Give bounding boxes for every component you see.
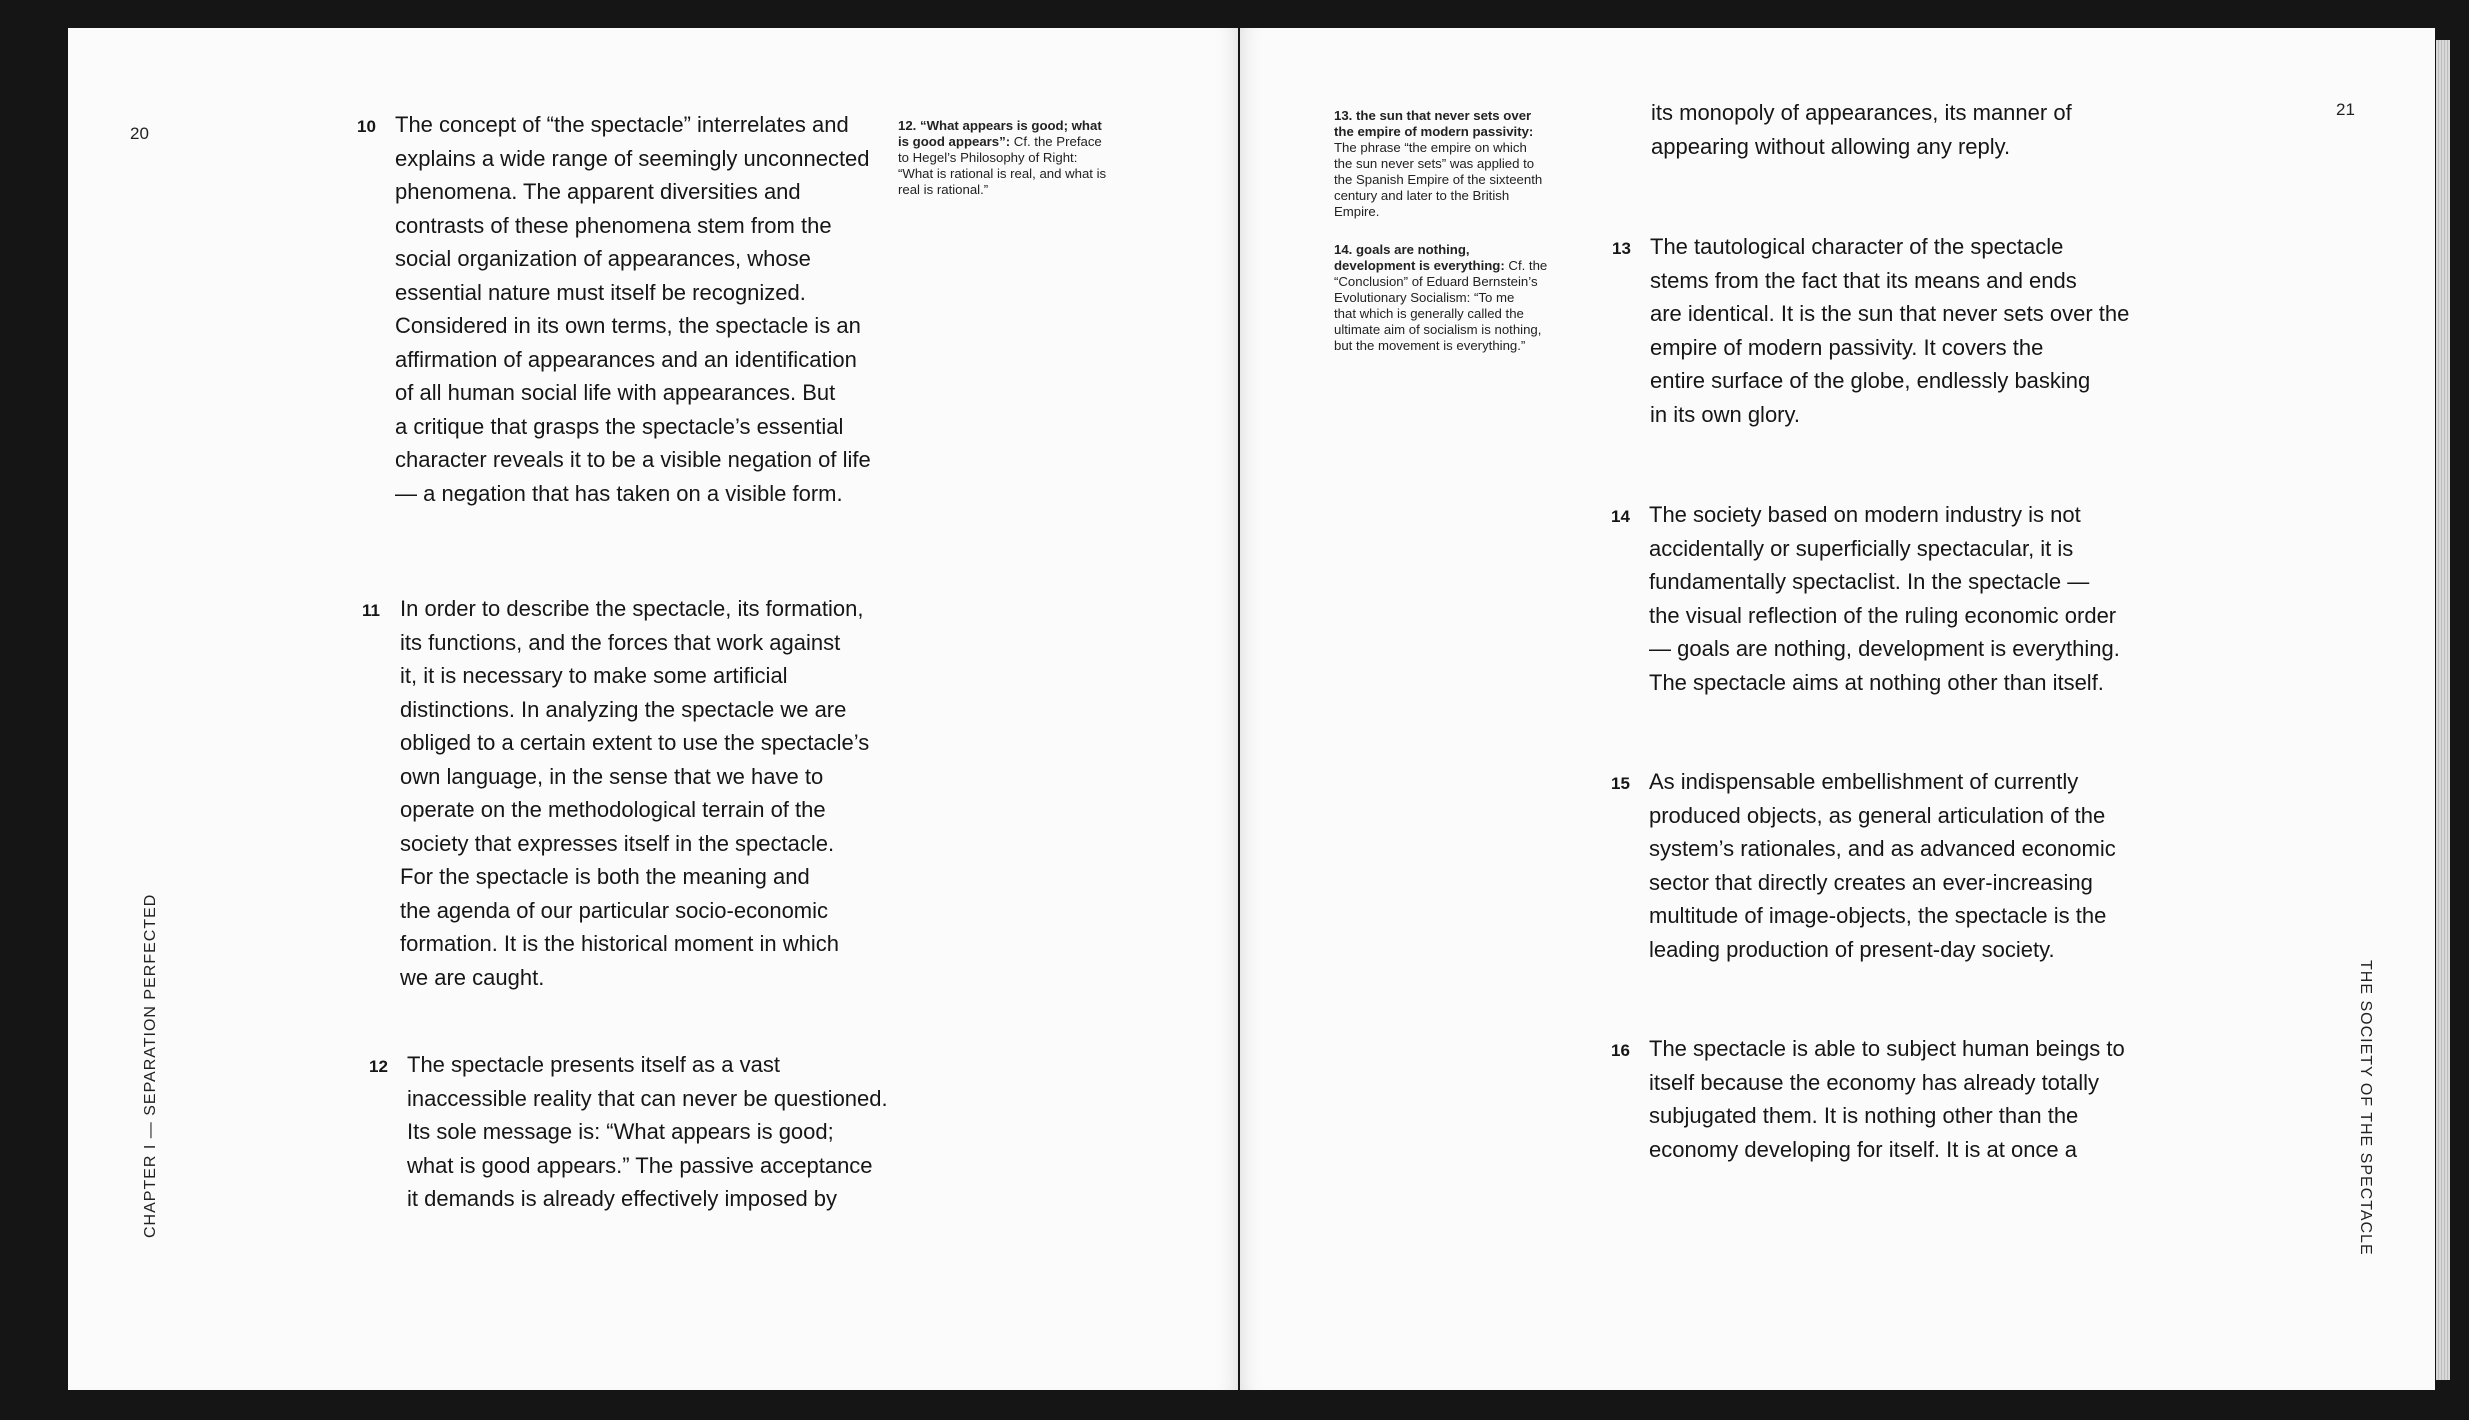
right-page xyxy=(1240,28,2435,1390)
page-edge xyxy=(2436,40,2450,1380)
text-line: distinctions. In analyzing the spectacle we are xyxy=(400,696,847,722)
text-line: formation. It is the historical moment in which xyxy=(400,931,839,956)
note-text: Evolutionary Socialism: “To me xyxy=(1334,290,1515,305)
note-text: that which is generally called the xyxy=(1334,306,1524,321)
note-heading: 12. “What appears is good; what xyxy=(898,118,1102,133)
text-line: what is good appears.” The passive acceptance xyxy=(407,1152,873,1178)
text-line: social organization of appearances, whose xyxy=(395,246,811,271)
text-line: a critique that grasps the spectacle’s essential xyxy=(395,413,844,439)
text-line: it, it is necessary to make some artificial xyxy=(400,663,788,688)
note-text: Empire. xyxy=(1334,204,1380,219)
text-line: of all human social life with appearances. But xyxy=(395,380,836,405)
text-line: Its sole message is: “What appears is good; xyxy=(407,1119,834,1144)
note-text: real is rational.” xyxy=(898,182,989,197)
text-line: character reveals it to be a visible negation of life xyxy=(395,447,871,472)
note-text: century and later to the British xyxy=(1334,188,1510,203)
text-line: its functions, and the forces that work against xyxy=(400,629,841,655)
text-line: The tautological character of the spectacle xyxy=(1650,234,2064,259)
paragraph-16 xyxy=(1611,1032,2125,1166)
text-line: — goals are nothing, development is everything. xyxy=(1649,636,2120,661)
text-line: The concept of “the spectacle” interrelates and xyxy=(395,112,849,137)
text-line: In order to describe the spectacle, its formation, xyxy=(400,596,864,621)
text-line: Considered in its own terms, the spectacle is an xyxy=(395,313,861,338)
note-text: “What is rational is real, and what is xyxy=(898,166,1107,181)
paragraph-12 xyxy=(369,1048,888,1216)
text-line: it demands is already effectively imposed by xyxy=(407,1186,838,1211)
text-line: in its own glory. xyxy=(1650,401,1800,427)
running-head-right: THE SOCIETY OF THE SPECTACLE xyxy=(2357,960,2374,1256)
paragraph-13 xyxy=(1612,230,2130,431)
note-heading: 14. goals are nothing, xyxy=(1334,242,1470,257)
text-line: inaccessible reality that can never be questioned. xyxy=(407,1085,888,1111)
folio-left: 20 xyxy=(130,124,149,143)
note-text: but the movement is everything.” xyxy=(1334,338,1526,353)
text-line: its monopoly of appearances, its manner of xyxy=(1651,100,2072,125)
text-line: The spectacle presents itself as a vast xyxy=(407,1052,780,1077)
text-line: empire of modern passivity. It covers the xyxy=(1650,334,2044,360)
text-line: multitude of image-objects, the spectacle is the xyxy=(1649,903,2107,928)
paragraph-continued xyxy=(1651,96,2072,163)
note-heading: is good appears”: xyxy=(898,134,1011,149)
text-line: economy developing for itself. It is at once a xyxy=(1649,1136,2078,1162)
text-line: As indispensable embellishment of currently xyxy=(1649,769,2079,794)
note-text: the Spanish Empire of the sixteenth xyxy=(1334,172,1543,187)
paragraph-number: 10 xyxy=(357,117,376,136)
note-text: Cf. the Preface xyxy=(1010,134,1102,149)
text-line: itself because the economy has already totally xyxy=(1649,1069,2100,1095)
text-line: appearing without allowing any reply. xyxy=(1651,133,2011,159)
text-line: produced objects, as general articulation of the xyxy=(1649,802,2106,828)
note-text: Cf. the xyxy=(1504,258,1548,273)
text-line: entire surface of the globe, endlessly basking xyxy=(1650,368,2091,393)
footnote-14 xyxy=(1334,242,1604,354)
paragraph-number: 15 xyxy=(1611,774,1630,793)
folio-right: 21 xyxy=(2336,100,2355,119)
text-line: sector that directly creates an ever-increasing xyxy=(1649,869,2093,895)
text-line: The society based on modern industry is not xyxy=(1649,502,2081,527)
text-line: essential nature must itself be recognized. xyxy=(395,279,806,305)
text-line: fundamentally spectaclist. In the spectacle — xyxy=(1649,569,2090,594)
text-line: the visual reflection of the ruling economic order xyxy=(1649,602,2117,628)
note-text: the sun never sets” was applied to xyxy=(1334,156,1535,171)
text-line: own language, in the sense that we have to xyxy=(400,763,824,789)
text-line: explains a wide range of seemingly unconnected xyxy=(395,145,870,171)
footnote-12 xyxy=(898,118,1208,198)
left-page xyxy=(68,28,1238,1390)
text-line: accidentally or superficially spectacular, it is xyxy=(1649,535,2074,561)
text-line: subjugated them. It is nothing other than the xyxy=(1649,1103,2079,1128)
note-heading: development is everything: xyxy=(1334,258,1505,273)
paragraph-14 xyxy=(1611,498,2120,699)
note-text: “Conclusion” of Eduard Bernstein’s xyxy=(1334,274,1538,289)
paragraph-15 xyxy=(1611,765,2116,966)
paragraph-10 xyxy=(357,108,871,510)
text-line: For the spectacle is both the meaning and xyxy=(400,864,810,889)
text-line: The spectacle aims at nothing other than itself. xyxy=(1649,669,2104,695)
running-head-left: CHAPTER I — SEPARATION PERFECTED xyxy=(142,893,159,1238)
text-line: are identical. It is the sun that never sets over the xyxy=(1650,301,2130,326)
paragraph-number: 13 xyxy=(1612,239,1631,258)
text-line: phenomena. The apparent diversities and xyxy=(395,179,801,204)
text-line: — a negation that has taken on a visible form. xyxy=(395,480,843,506)
paragraph-number: 12 xyxy=(369,1057,388,1076)
text-line: The spectacle is able to subject human beings to xyxy=(1649,1036,2125,1061)
note-heading: the empire of modern passivity: xyxy=(1334,124,1534,139)
text-line: obliged to a certain extent to use the spectacle’s xyxy=(400,730,870,755)
paragraph-11 xyxy=(362,592,870,994)
text-line: system’s rationales, and as advanced economic xyxy=(1649,836,2116,861)
note-text: The phrase “the empire on which xyxy=(1334,140,1527,155)
text-line: operate on the methodological terrain of the xyxy=(400,797,826,822)
paragraph-number: 16 xyxy=(1611,1041,1630,1060)
note-text: ultimate aim of socialism is nothing, xyxy=(1334,322,1542,337)
text-line: leading production of present-day society. xyxy=(1649,936,2055,962)
note-heading: 13. the sun that never sets over xyxy=(1334,108,1532,123)
paragraph-number: 11 xyxy=(362,601,380,620)
text-line: stems from the fact that its means and ends xyxy=(1650,267,2077,293)
text-line: affirmation of appearances and an identification xyxy=(395,346,857,372)
paragraph-number: 14 xyxy=(1611,507,1630,526)
text-line: the agenda of our particular socio-economic xyxy=(400,897,829,923)
note-text: to Hegel’s Philosophy of Right: xyxy=(898,150,1078,165)
text-line: society that expresses itself in the spectacle. xyxy=(400,830,835,856)
text-line: contrasts of these phenomena stem from the xyxy=(395,212,832,238)
footnote-13 xyxy=(1334,108,1594,220)
text-line: we are caught. xyxy=(400,964,545,990)
